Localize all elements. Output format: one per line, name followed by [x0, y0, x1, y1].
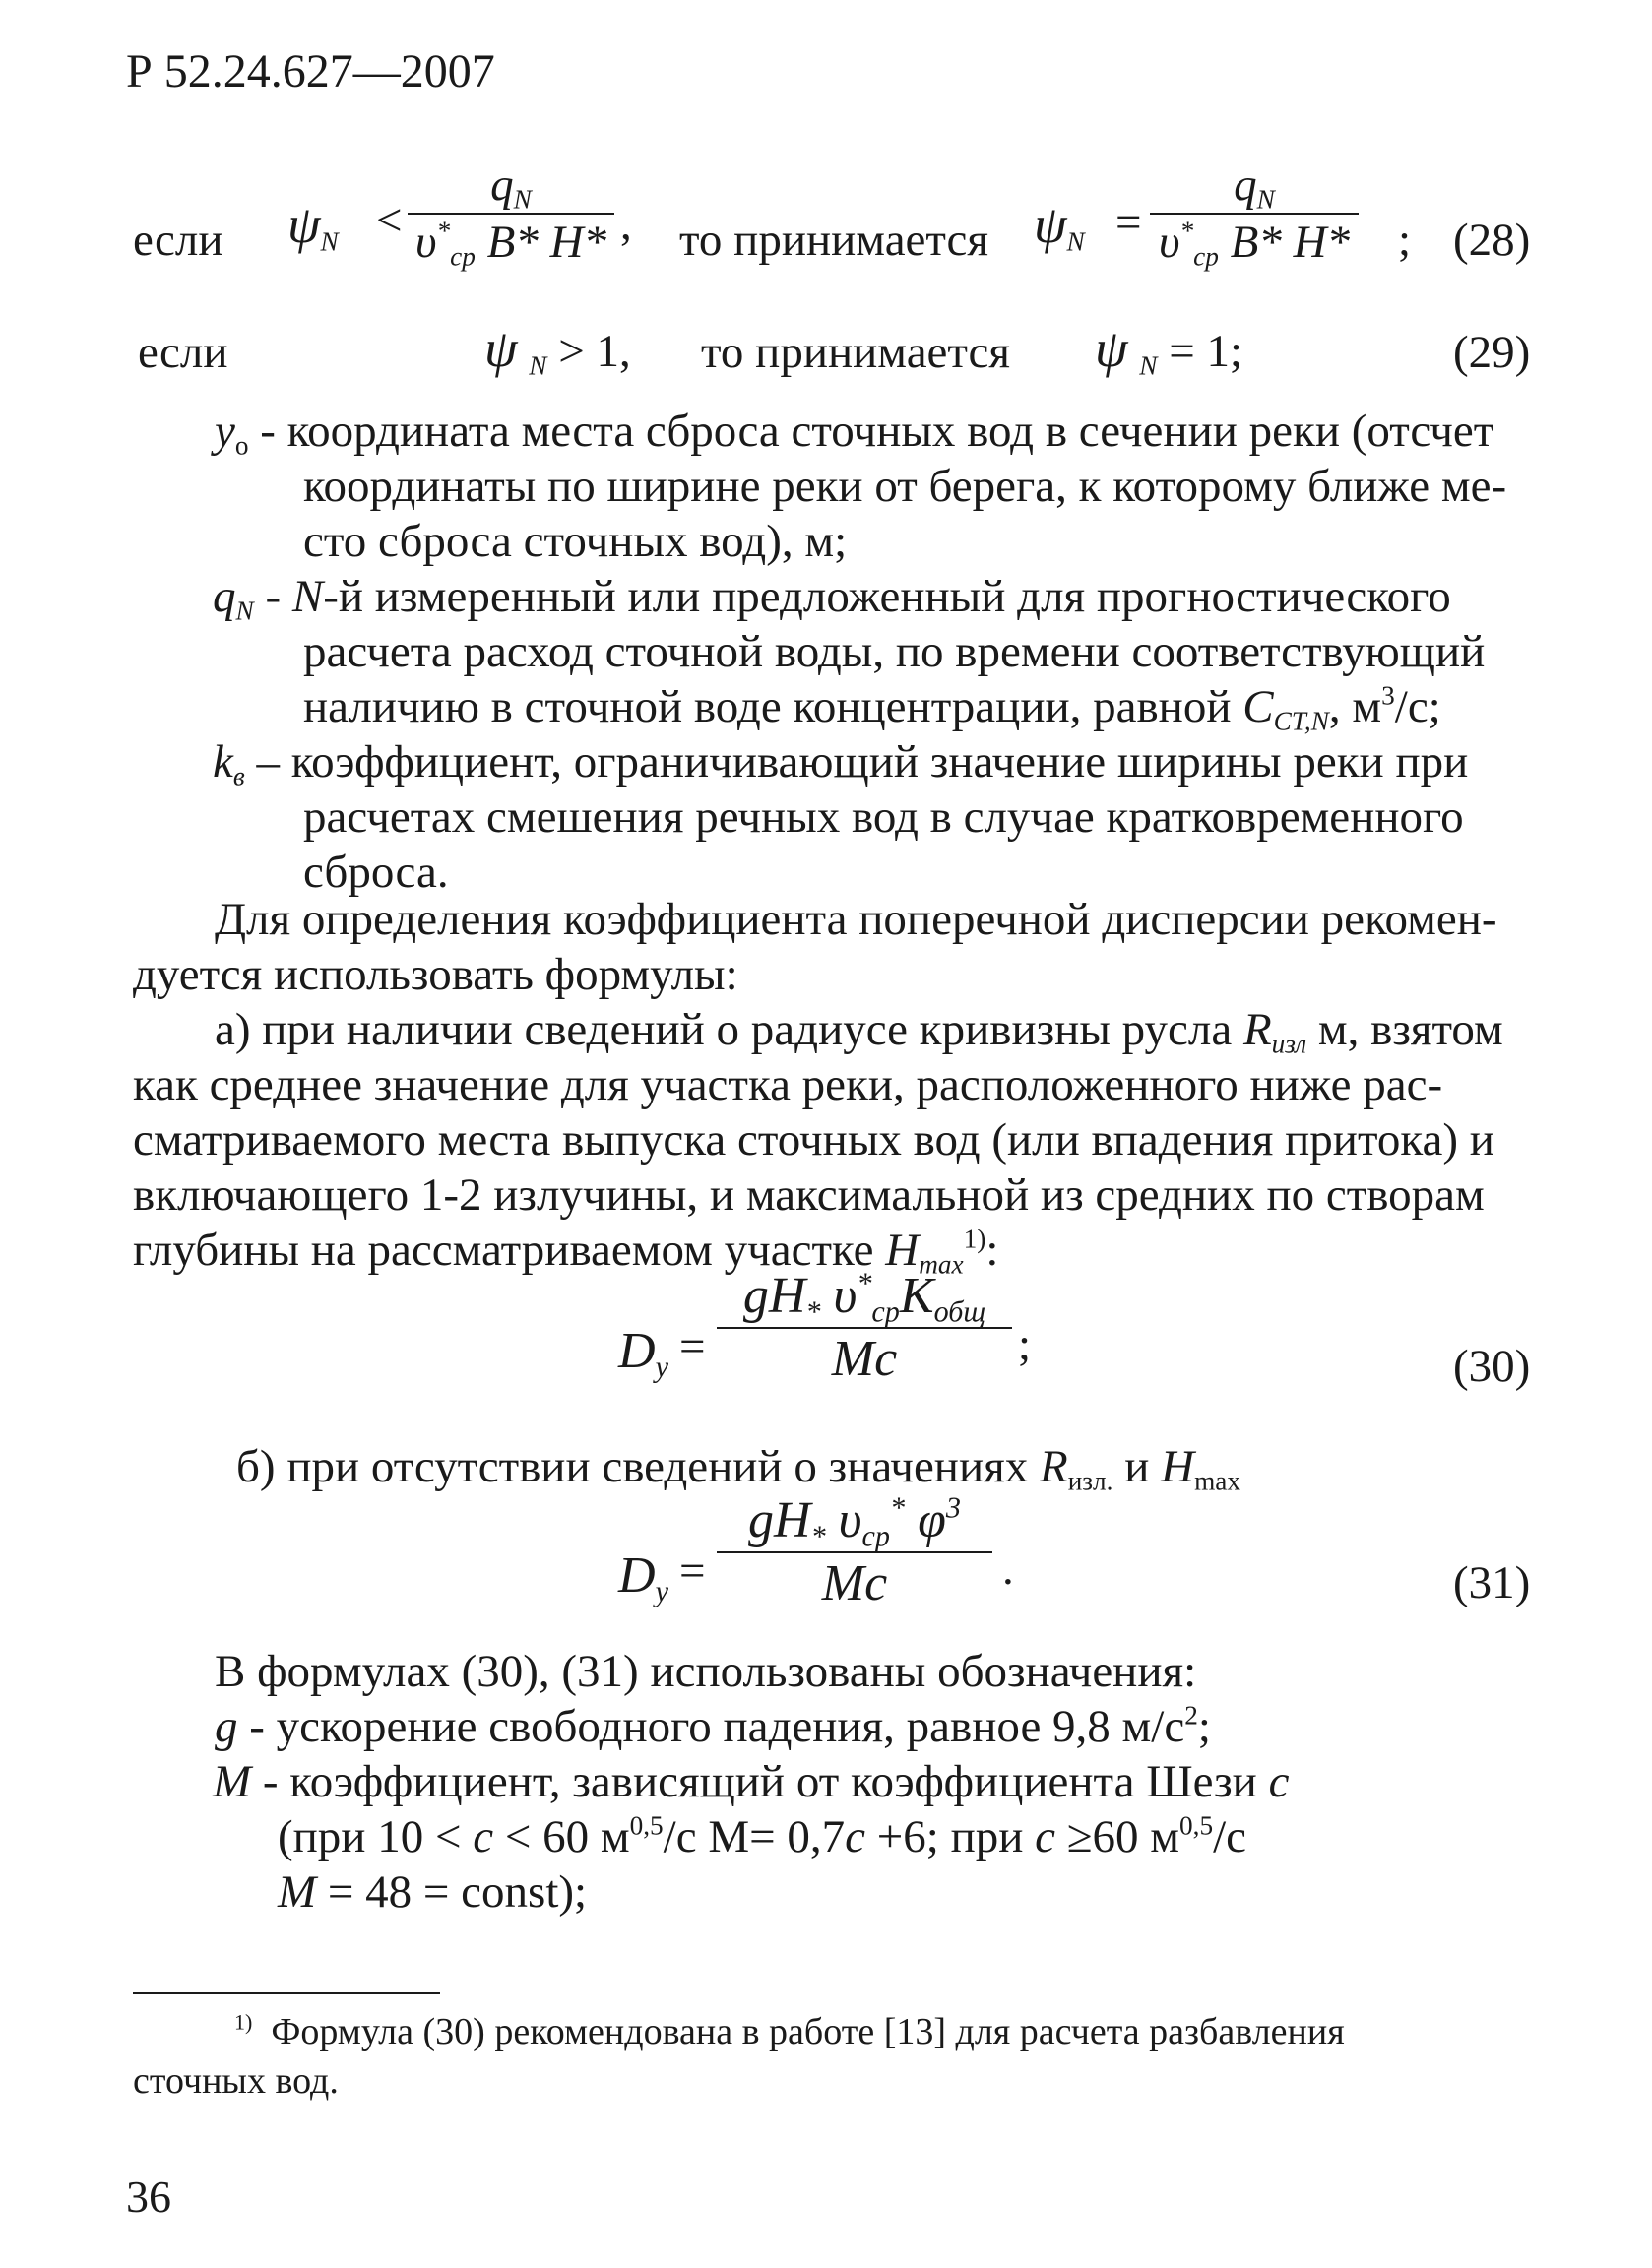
notation-M-line-3: M = 48 = const); [278, 1866, 588, 1918]
footnote-divider [133, 1992, 440, 1994]
qn-line-1: $q_N - N-й$ измеренный или предложенный для прогностического [213, 571, 1451, 626]
eq30-semicolon: ; [1018, 1319, 1032, 1370]
eq29-if-word: если [138, 327, 228, 378]
notation-M-line-1: M - коэффициент, зависящий от коэффициента Шези c [213, 1756, 1290, 1807]
footnote-line-2: сточных вод. [133, 2060, 339, 2102]
eq28-semicolon: ; [1398, 215, 1412, 266]
para-a-line-2: как среднее значение для участка реки, расположенного ниже рас- [133, 1059, 1443, 1110]
kv-line-3: сброса. [303, 847, 449, 898]
eq31-period: . [1002, 1544, 1014, 1595]
eq28-rhs-var: $\psi_N$ [1034, 195, 1085, 257]
eq31-lhs: $D_y$ [618, 1547, 668, 1608]
notation-intro: В формулах (30), (31) использованы обозначения: [215, 1646, 1197, 1697]
eq28-lt: < [376, 195, 403, 246]
eq31-number: (31) [1453, 1557, 1531, 1608]
para-a-line-3: сматриваемого места выпуска сточных вод (или впадения притока) и [133, 1114, 1494, 1166]
footnote-line-1: $^{1)}$ Формула (30) рекомендована в работе [13] для расчета разбавления [234, 2009, 1345, 2052]
qn-line-2: расчета расход сточной воды, по времени соответствующий [303, 626, 1486, 677]
kv-line-1: $k_в$ – коэффициент, ограничивающий значение ширины реки при [213, 736, 1469, 791]
para-a-line-5: глубины на рассматриваемом участке $H_{max}^{1)}$: [133, 1224, 999, 1280]
para1-line-1: Для определения коэффициента поперечной дисперсии рекомен- [215, 894, 1497, 945]
eq29-then-text: то принимается [701, 327, 1011, 378]
eq28-frac-right: $q_N$ $\upsilon^*_{ср}$ B* H* [1150, 158, 1359, 271]
y0-line-3: сто сброса сточных вод), м; [303, 516, 848, 567]
page-number: 36 [126, 2172, 171, 2222]
eq28-number: (28) [1453, 215, 1531, 266]
para1-line-2: дуется использовать формулы: [133, 949, 738, 1000]
y0-line-1: $y_o$ - координата места сброса сточных вод в сечении реки (отсчет [215, 406, 1494, 461]
para-a-line-1: а) при наличии сведений о радиусе кривизны русла $R_{изл}$ м, взятом [215, 1004, 1503, 1059]
document-code-header: Р 52.24.627—2007 [126, 45, 495, 97]
footnote-mark: 1) [234, 2009, 253, 2035]
eq29-rhs: ψ $_N$ = 1; [1095, 319, 1243, 381]
eq28-lhs: $\psi_N$ [287, 195, 339, 257]
eq29-lhs: ψ $_N$ > 1, [484, 319, 631, 381]
notation-M-line-2: (при 10 < c < 60 $м^{0,5}/с$ М= 0,7c +6; при c ≥60 $м^{0,5}/с$ [278, 1810, 1247, 1862]
qn-line-3: наличию в сточной воде концентрации, равной $C_{CT,N}$, $м^3/с$; [303, 680, 1441, 736]
y0-line-2: координаты по ширине реки от берега, к которому ближе ме- [303, 461, 1507, 512]
notation-g: g - ускорение свободного падения, равное 9,8 $м/с^2$; [215, 1700, 1211, 1752]
eq30-number: (30) [1453, 1341, 1531, 1392]
eq28-comma: , [620, 199, 632, 250]
eq28-then-text: то принимается [679, 215, 989, 266]
eq29-number: (29) [1453, 327, 1531, 378]
eq31-eq: = [679, 1545, 706, 1597]
kv-line-2: расчетах смешения речных вод в случае кратковременного [303, 791, 1464, 843]
eq28-if-word: если [133, 215, 223, 266]
paragraph-case-b: б) при отсутствии сведений о значениях $R_{изл.}$ и $H_{max}$ [236, 1441, 1240, 1496]
eq30-frac: $gH_*$ $\upsilon^*_{ср}K_{общ}$ Mc [717, 1266, 1012, 1391]
eq28-frac-left: $q_N$ $\upsilon^*_{ср}$ B* H* [408, 158, 614, 271]
eq28-eq: = [1115, 197, 1142, 248]
eq31-frac: $gH_*$ $\upsilon_{ср}^*$ $\varphi^3$ Mc [717, 1490, 992, 1615]
para-a-line-4: включающего 1-2 излучины, и максимальной из средних по створам [133, 1169, 1485, 1221]
eq30-lhs: $D_y$ [618, 1323, 668, 1384]
eq30-eq: = [679, 1321, 706, 1372]
